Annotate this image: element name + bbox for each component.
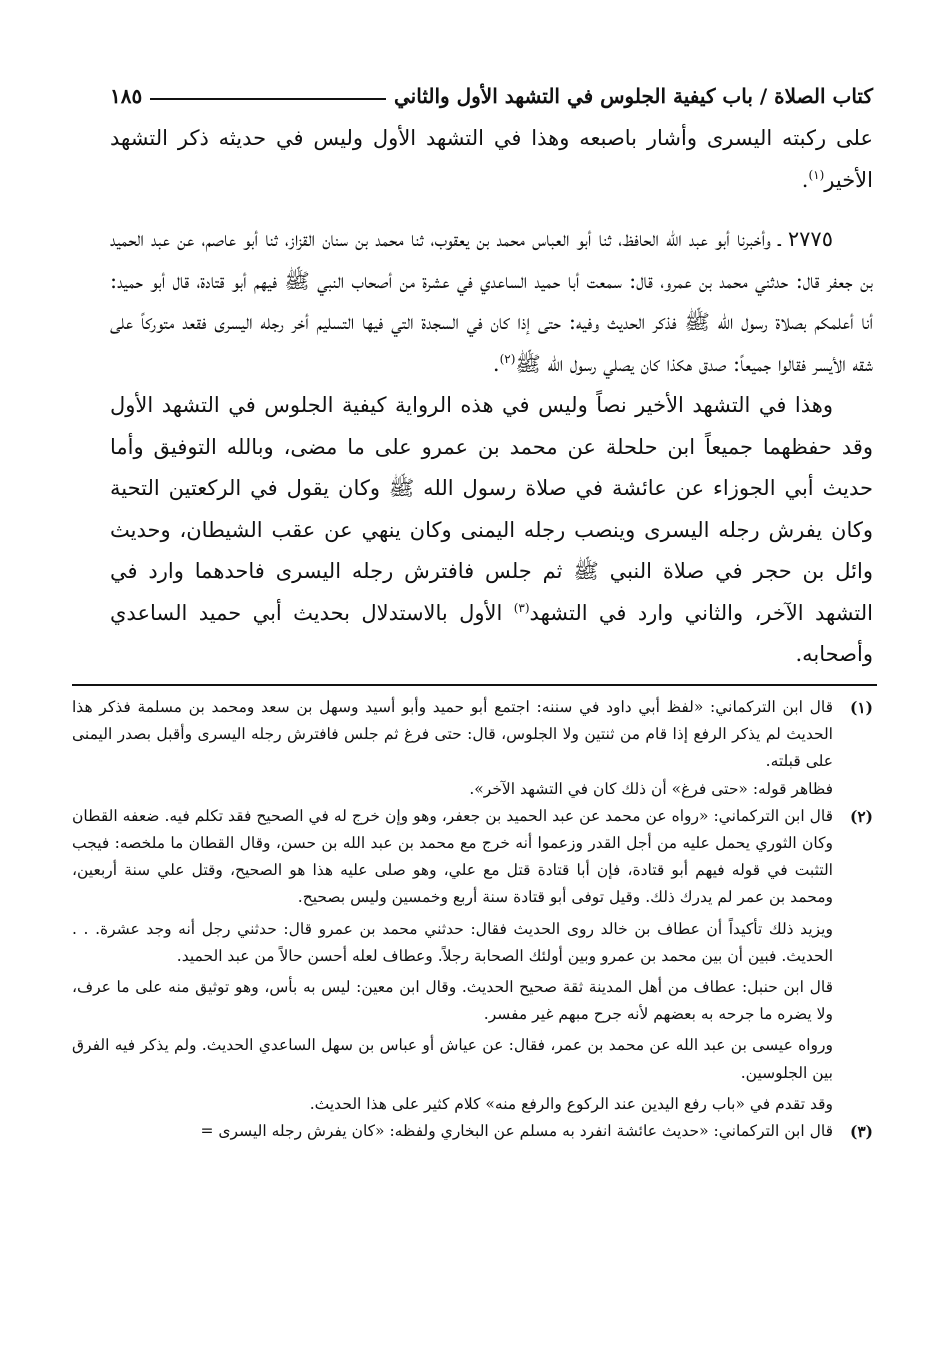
- header-rule: [150, 98, 386, 100]
- footnote-1: [72, 694, 873, 803]
- footnote-3: [72, 1118, 873, 1145]
- running-header: [110, 68, 873, 108]
- footnote-line: ورواه عيسى بن عبد الله عن محمد بن عمر، فقال: عن عياش أو عباس بن سهل الساعدي الحديث. ولم يذكر فيه الفرق بين الجلوسين.: [72, 1036, 833, 1082]
- footnote-ref-3: (٣): [513, 600, 530, 615]
- footnote-3-body: [72, 1118, 833, 1145]
- footnote-ref-1: (١): [808, 167, 825, 182]
- paragraph-1-text: على ركبته اليسرى وأشار باصبعه وهذا في التشهد الأول وليس في حديثه ذكر التشهد الأخير: [110, 126, 873, 192]
- footnote-line: ويزيد ذلك تأكيداً أن عطاف بن خالد روى الحديث فقال: حدثني محمد بن عمرو قال: حدثني رجل أنه وجد عشرة. . . الحديث. فبين أن بين محمد بن عمرو وبين أولئك الصحابة رجلاً. وعطاف لعله أحسن حالاً من عبد الحميد.: [72, 919, 833, 965]
- footnote-line: وقد تقدم في «باب رفع اليدين عند الركوع والرفع منه» كلام كثير على هذا الحديث.: [309, 1094, 833, 1113]
- paragraph-3: [110, 385, 873, 676]
- footnote-1-body: [72, 694, 833, 803]
- footnote-line: قال ابن التركماني: «حديث عائشة انفرد به مسلم عن البخاري ولفظه: «كان يفرش رجله اليسرى =: [200, 1122, 833, 1141]
- footnote-2-number: (٢): [849, 806, 873, 826]
- footnote-line: فظاهر قوله: «حتى فرغ» أن ذلك كان في التشهد الآخر».: [469, 779, 833, 798]
- paragraph-3-end: الأول بالاستدلال بحديث أبي حميد الساعدي وأصحابه.: [110, 600, 873, 666]
- paragraph-1-end: .: [801, 167, 809, 192]
- footnote-line: قال ابن التركماني: «لفظ أبي داود في سننه: اجتمع أبو حميد وأبو أسيد وسهل بن سعد ومحمد بن مسلمة فذكر هذا الحديث لم يذكر الرفع إذا قام من ثنتين ولا الجلوس، قال: حتى فرغ ثم جلس فافترش رجله اليسرى وأقبل بصدر اليمنى على قبلته.: [72, 698, 833, 771]
- hadith-2775: [110, 219, 873, 385]
- main-text: [110, 118, 873, 676]
- footnote-ref-2: (٢): [499, 351, 516, 366]
- footnote-separator: [72, 684, 877, 686]
- footnote-2-body: [72, 803, 833, 1118]
- paragraph-3-text: وهذا في التشهد الأخير نصاً وليس في هذه الرواية كيفية الجلوس في التشهد الأول وقد حفظهما جميعاً ابن حلحلة عن محمد بن عمرو على ما مضى، وبالله التوفيق وأما حديث أبي الجوزاء عن عائشة في صلاة رسول الله ﷺ وكان يقول في الركعتين التحية وكان يفرش رجله اليسرى وينصب رجله اليمنى وكان ينهي عن عقب الشيطان، وحديث وائل بن حجر في صلاة النبي ﷺ ثم جلس فافترش رجله اليسرى فاحدهما وارد في التشهد الآخر، والثاني وارد في التشهد: [110, 393, 873, 625]
- footnote-1-number: (١): [849, 698, 873, 717]
- page-number: ١٨٥: [110, 84, 143, 108]
- footnotes: [72, 694, 873, 1145]
- paragraph-1: [110, 118, 873, 201]
- footnote-line: قال ابن حنبل: عطاف من أهل المدينة ثقة صحيح الحديث. وقال ابن معين: ليس به بأس، وهو توثيق منه على ما عرف، ولا يضره ما جرحه به بعضهم لأنه جرح مبهم غير مفسر.: [72, 978, 833, 1024]
- footnote-2: [72, 803, 873, 1118]
- hadith-2775-text: ٢٧٧٥ ـ وأخبرنا أبو عبد الله الحافظ، ثنا أبو العباس محمد بن يعقوب، ثنا محمد بن سنان القزاز، ثنا أبو عاصم، عن عبد الحميد بن جعفر قال: حدثني محمد بن عمرو، قال: سمعت أبا حميد الساعدي في عشرة من أصحاب النبي ﷺ فيهم أبو قتادة، قال أبو حميد: أنا أعلمكم بصلاة رسول الله ﷺ فذكر الحديث وفيه: حتى إذا كان في السجدة التي فيها التسليم أخر رجله اليسرى فقعد متوركاً على شقه الأيسر فقالوا جميعاً: صدق هكذا كان يصلي رسول الله ﷺ: [110, 227, 873, 376]
- footnote-line: قال ابن التركماني: «رواه عن محمد عن عبد الحميد بن جعفر، وهو وإن خرج له في الصحيح فقد تكلم فيه. ضعفه القطان وكان الثوري يحمل عليه من أجل القدر وزعموا أنه خرج مع محمد بن عبد الله بن حسن، وقال القطان ما ملخصه: فيجب التثبت في قوله فيهم أبو قتادة، فإن أبا قتادة قتل مع علي، وهو صلى عليه هذا هو الصحيح، وقتل علي سنة أربعين، ومحمد بن عمر لم يدرك ذلك. وقيل توفى أبو قتادة سنة أربع وخمسين وليس بصحيح.: [72, 806, 833, 907]
- footnote-3-number: (٣): [849, 1122, 873, 1142]
- header-title: كتاب الصلاة / باب كيفية الجلوس في التشهد الأول والثاني: [393, 84, 873, 108]
- hadith-2775-end: .: [492, 351, 500, 376]
